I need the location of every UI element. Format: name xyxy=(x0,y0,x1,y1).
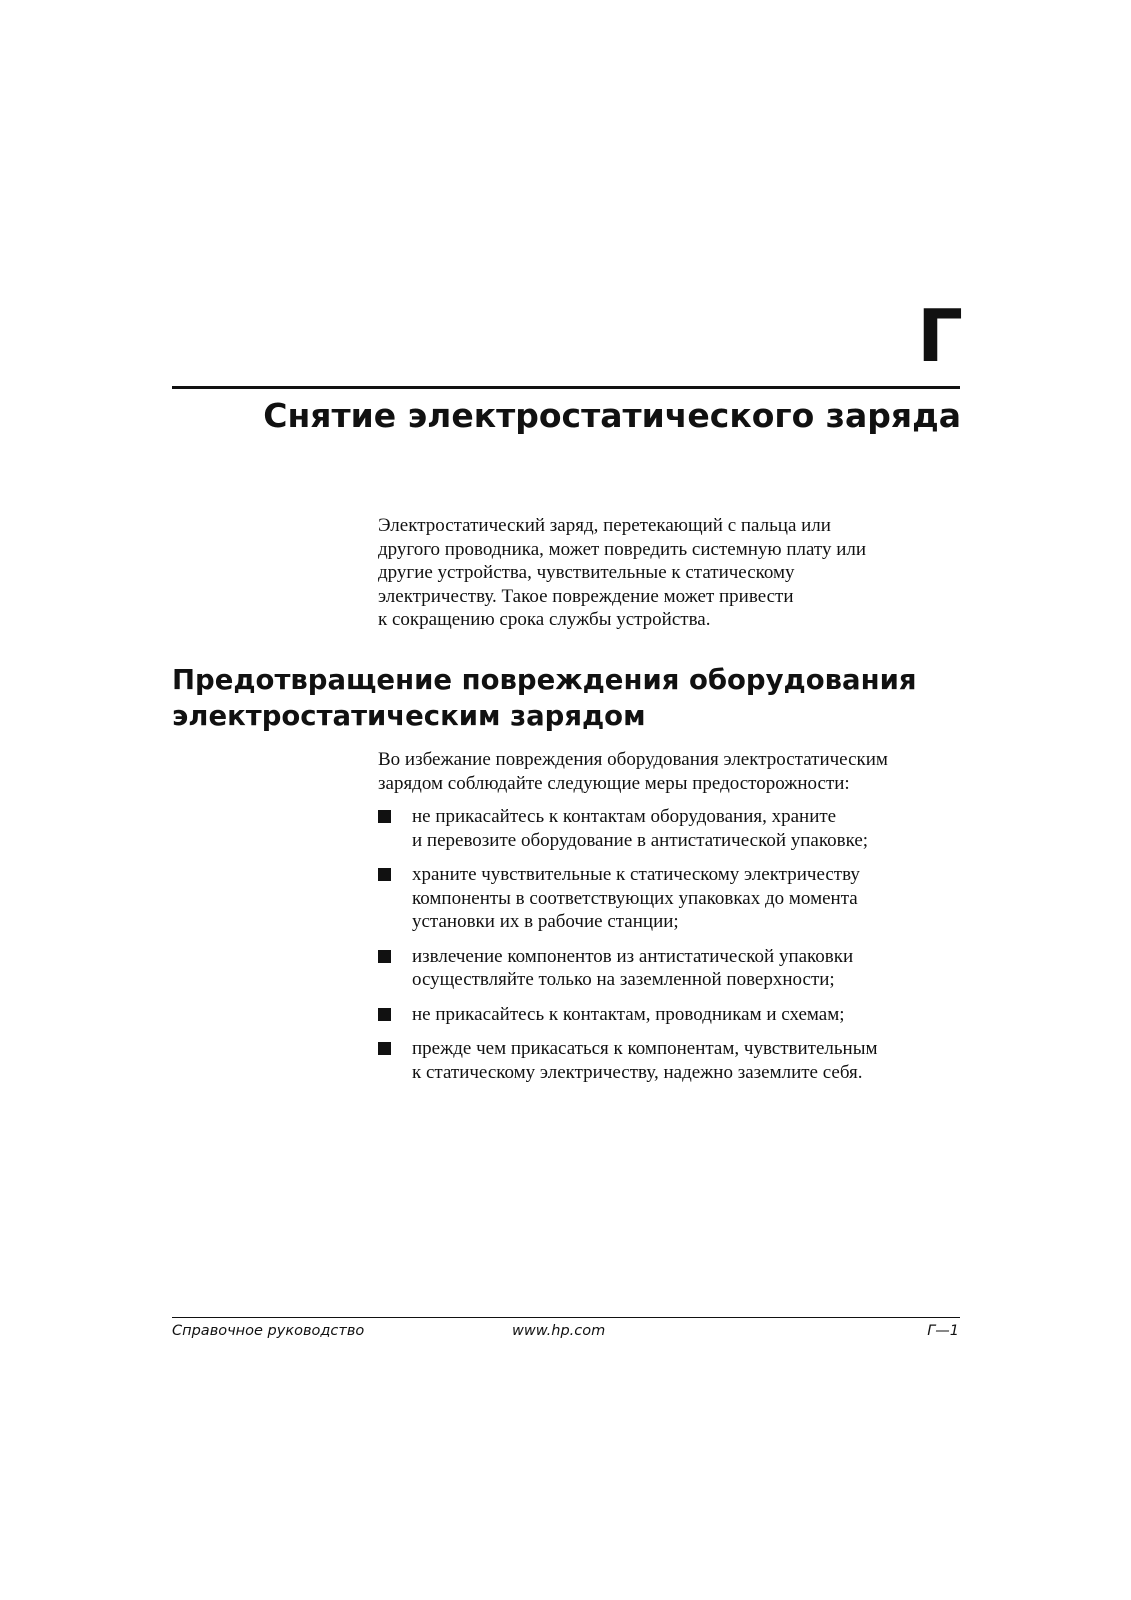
list-item-line: к статическому электричеству, надежно заземлите себя. xyxy=(412,1061,863,1083)
square-bullet-icon xyxy=(378,950,391,963)
list-item xyxy=(378,863,978,934)
list-item-line: установки их в рабочие станции; xyxy=(412,911,679,932)
lead-line: Во избежание повреждения оборудования электростатическим xyxy=(378,749,888,770)
intro-line: другого проводника, может повредить системную плату или xyxy=(378,538,867,560)
intro-paragraph xyxy=(378,514,968,632)
square-bullet-icon xyxy=(378,810,391,823)
section-lead-paragraph xyxy=(378,748,968,795)
square-bullet-icon xyxy=(378,1008,391,1021)
precautions-list xyxy=(378,805,978,1095)
chapter-letter: Г xyxy=(917,294,963,378)
section-title-line: электростатическим зарядом xyxy=(172,700,646,732)
footer-divider xyxy=(172,1317,960,1318)
list-item xyxy=(378,945,978,992)
list-item xyxy=(378,1003,978,1027)
footer-website: www.hp.com xyxy=(512,1323,606,1339)
list-item-line: компоненты в соответствующих упаковках до момента xyxy=(412,887,858,909)
list-item-line: осуществляйте только на заземленной поверхности; xyxy=(412,969,835,990)
list-item-line: не прикасайтесь к контактам, проводникам и схемам; xyxy=(412,1003,845,1025)
list-item-line: извлечение компонентов из антистатической упаковки xyxy=(412,945,854,967)
list-item-line: не прикасайтесь к контактам оборудования, храните xyxy=(412,806,837,827)
intro-line: Электростатический заряд, перетекающий с пальца или xyxy=(378,515,831,536)
square-bullet-icon xyxy=(378,1042,391,1055)
chapter-divider xyxy=(172,386,960,389)
intro-line: к сокращению срока службы устройства. xyxy=(378,609,711,630)
chapter-title: Снятие электростатического заряда xyxy=(263,396,961,435)
section-title xyxy=(172,662,972,734)
footer-document-title: Справочное руководство xyxy=(172,1323,365,1339)
lead-line: зарядом соблюдайте следующие меры предосторожности: xyxy=(378,772,850,794)
intro-line: другие устройства, чувствительные к статическому xyxy=(378,562,795,583)
section-title-line: Предотвращение повреждения оборудования xyxy=(172,664,917,696)
list-item xyxy=(378,1037,978,1084)
intro-line: электричеству. Такое повреждение может привести xyxy=(378,585,794,607)
footer-page-number: Г—1 xyxy=(927,1323,959,1339)
list-item-line: прежде чем прикасаться к компонентам, чувствительным xyxy=(412,1038,878,1059)
square-bullet-icon xyxy=(378,868,391,881)
list-item-line: и перевозите оборудование в антистатической упаковке; xyxy=(412,829,869,851)
list-item xyxy=(378,805,978,852)
list-item-line: храните чувствительные к статическому электричеству xyxy=(412,864,860,885)
